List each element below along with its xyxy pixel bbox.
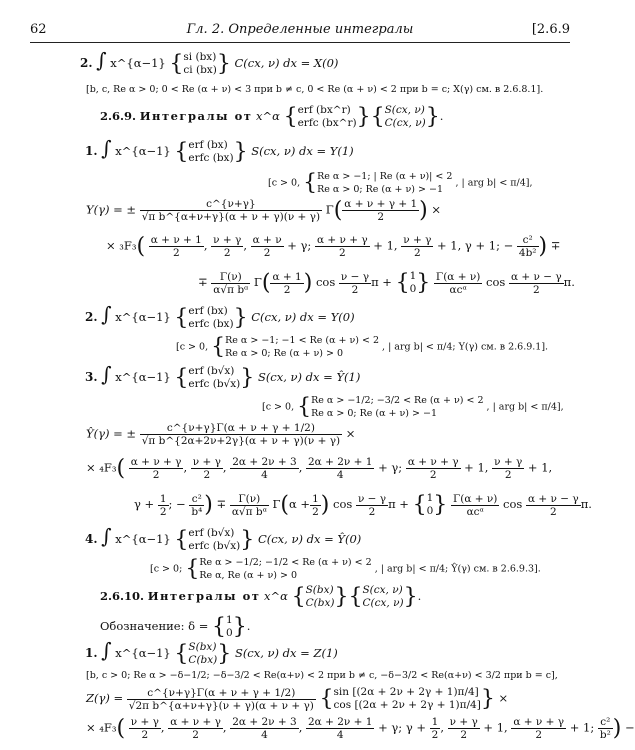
formula-2-6-9-1-conditions: [c > 0, {Re α > −1; | Re (α + ν)| < 2 Re α > 0; Re (α + ν) > −1 , | arg b| < π/4], xyxy=(268,170,533,196)
y-gamma-hypergeometric: × ₃F₃( $\frac{\alpha + \nu + 1}{2}$ , $\frac{\nu + \gamma}{2}$ , $\frac{\alpha + \nu}{2}$ + γ; $\frac{\alpha + \nu + \gamma}{2}$ + 1, $\frac{\nu + \gamma}{2}$ + 1, γ + 1; − $\frac{\text{c²}}{\text{4b²}}$ ) ∓ xyxy=(106,234,561,259)
z-gamma-definition: Z(γ) = $\frac{c\^{}\{\nu+\gamma\}\Gamma(\alpha + \nu + \gamma + 1/2)}{\text{√2π b\textasciicircum{}\{α+ν+γ\}(ν + γ)(α + ν + γ)}}$ {sin [(2α + 2ν + 2γ + 1)π/4] cos [(2α + 2ν + 2γ + 1)π/4]} × xyxy=(86,686,509,712)
formula-2-6-10-1: 1. ∫ x^{α−1} {S(bx) C(bx)} S(cx, ν) dx = Z(1) xyxy=(85,638,338,667)
z-gamma-hypergeometric: × ₄F₃( $\frac{\nu + \gamma}{2}$ , $\frac{\alpha + \nu + \gamma}{2}$ , $\frac{2\alpha + 2\nu + 3}{4}$ , $\frac{2\alpha + 2\nu + 1}{4}$ + γ; γ + $\frac{1}{2}$ , $\frac{\nu + \gamma}{2}$ + 1, $\frac{\alpha + \nu + \gamma}{2}$ + 1; $\frac{\text{c²}}{\text{b²}}$ ) − xyxy=(86,716,635,741)
page-number: 62 xyxy=(30,22,47,37)
y-gamma-definition: Y(γ) = ± $\frac{c\^{}\{\nu+\gamma\}}{\text{√π b\textasciicircum{}\{α+ν+γ\}(α + ν + γ)(ν + γ)}}$ Γ( $\frac{\alpha + \nu + \gamma + 1}{2}$ ) × xyxy=(86,198,442,223)
formula-2-6-10-1-conditions: [b, c > 0; Re α > −δ−1/2; −δ−3/2 < Re(α+ν) < 2 при b ≠ c, −δ−3/2 < Re(α+ν) < 3/2 при b = c], xyxy=(86,670,558,681)
formula-2-6-9-2-conditions: [c > 0, {Re α > −1; −1 < Re (α + ν) < 2 Re α > 0; Re (α + ν) > 0 , | arg b| < π/4; Y(γ) см. в 2.6.9.1]. xyxy=(176,334,549,360)
formula-2-6-9-3-conditions: [c > 0, {Re α > −1/2; −3/2 < Re (α + ν) < 2 Re α > 0; Re (α + ν) > −1 , | arg b| < π/4], xyxy=(262,394,564,420)
integral-sign: ∫ xyxy=(96,48,107,72)
formula-2-integral: 2. ∫ x^{α−1} {si (bx) ci (bx)} C(cx, ν) dx = X(0) xyxy=(80,48,339,77)
y-gamma-tail: ∓ $\frac{\Gamma(\nu)}{\text{α√π bᵅ}}$ Γ( $\frac{\alpha + 1}{2}$ ) cos $\frac{\nu - \gamma}{2}$ π + {1 0} $\frac{\Gamma(\alpha + \nu)}{\text{αcᵅ}}$ cos $\frac{\alpha + \nu - \gamma}{2}$ π. xyxy=(198,270,575,296)
section-2-6-9-title: 2.6.9. Интегралы от x^α {erf (bx^r) erfc (bx^r)}{S(cx, ν) C(cx, ν)}. xyxy=(100,104,444,130)
y-hat-definition: Ŷ(γ) = ± $\frac{c\^{}\{\nu+\gamma\}\Gamma(\alpha + \nu + \gamma + 1/2)}{\text{√π b\textasciicircum{}\{2α+2ν+2γ\}(α + ν + γ)(ν + γ)}}$ × xyxy=(86,422,356,447)
section-ref: [2.6.9 xyxy=(531,22,570,37)
y-hat-hypergeometric: × ₄F₃( $\frac{\alpha + \nu + \gamma}{2}$ , $\frac{\nu + \gamma}{2}$ , $\frac{2\alpha + 2\nu + 3}{4}$ , $\frac{2\alpha + 2\nu + 1}{4}$ + γ; $\frac{\alpha + \nu + \gamma}{2}$ + 1, $\frac{\nu + \gamma}{2}$ + 1, xyxy=(86,456,553,481)
formula-2-6-9-4-conditions: [c > 0; {Re α > −1/2; −1/2 < Re (α + ν) < 2 Re α, Re (α + ν) > 0 , | arg b| < π/4; Ŷ(γ) см. в 2.6.9.3]. xyxy=(150,556,541,582)
page-header xyxy=(30,22,570,42)
notation-delta: Обозначение: δ = {1 0}. xyxy=(100,614,251,640)
section-2-6-10-title: 2.6.10. Интегралы от x^α {S(bx) C(bx)}{S(cx, ν) C(cx, ν)}. xyxy=(100,584,422,610)
formula-2-6-9-1: 1. ∫ x^{α−1} {erf (bx) erfc (bx)} S(cx, ν) dx = Y(1) xyxy=(85,136,354,165)
formula-2-6-9-2: 2. ∫ x^{α−1} {erf (bx) erfc (bx)} C(cx, ν) dx = Y(0) xyxy=(85,302,355,331)
formula-2-conditions: [b, c, Re α > 0; 0 < Re (α + ν) < 3 при b ≠ c, 0 < Re (α + ν) < 2 при b = c; X(γ) см. в 2.6.8.1]. xyxy=(86,84,544,95)
header-rule xyxy=(30,42,570,43)
formula-2-6-9-4: 4. ∫ x^{α−1} {erf (b√x) erfc (b√x)} C(cx, ν) dx = Ŷ(0) xyxy=(85,524,362,553)
formula-2-6-9-3: 3. ∫ x^{α−1} {erf (b√x) erfc (b√x)} S(cx, ν) dx = Ŷ(1) xyxy=(85,362,361,391)
y-hat-tail: γ + $\frac{1}{2}$ ; − $\frac{\text{c²}}{\text{b⁴}}$ ) ∓ $\frac{\Gamma(\nu)}{\text{α√π bᵅ}}$ Γ(α + $\frac{1}{2}$ ) cos $\frac{\nu - \gamma}{2}$ π + {1 0} $\frac{\Gamma(\alpha + \nu)}{\text{αcᵅ}}$ cos $\frac{\alpha + \nu - \gamma}{2}$ π. xyxy=(134,492,592,518)
running-title: Гл. 2. Определенные интегралы xyxy=(186,22,414,37)
